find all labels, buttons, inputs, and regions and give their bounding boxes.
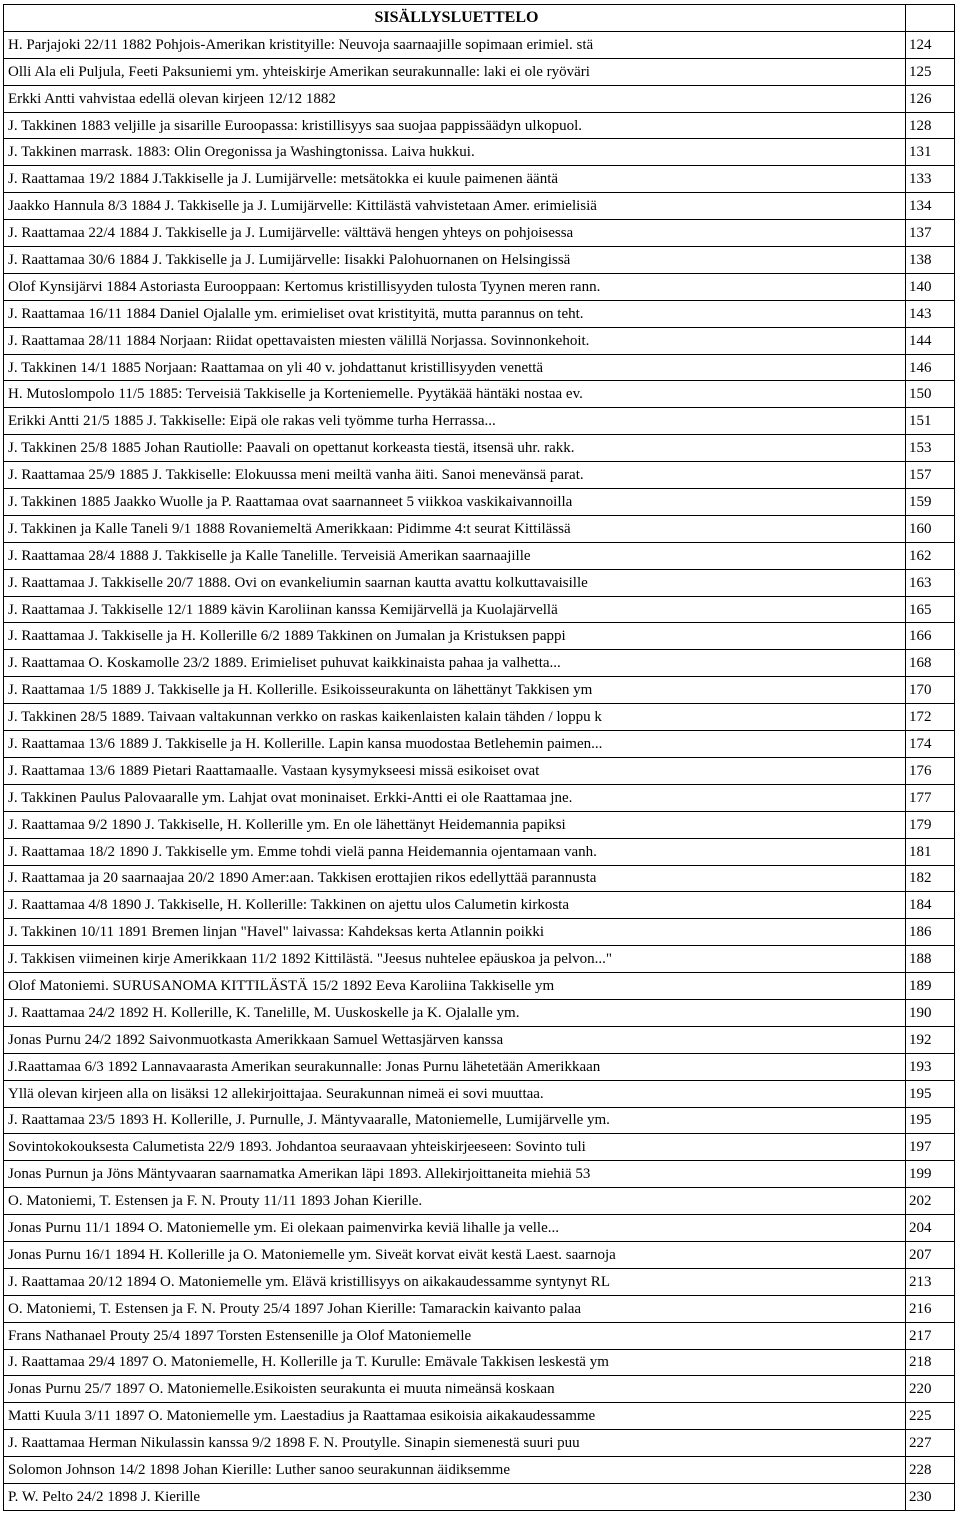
table-of-contents	[3, 4, 955, 1511]
entry-description: J. Raattamaa ja 20 saarnaajaa 20/2 1890 Amer:aan. Takkisen erottajien rikos edellyttää parannusta	[4, 865, 906, 892]
entry-page-number: 195	[906, 1080, 955, 1107]
table-row	[4, 435, 955, 462]
entry-description: J. Raattamaa 22/4 1884 J. Takkiselle ja J. Lumijärvelle: välttävä hengen yhteys on pohjoisessa	[4, 220, 906, 247]
entry-description: J. Raattamaa J. Takkiselle 12/1 1889 kävin Karoliinan kanssa Kemijärvellä ja Kuolajärvellä	[4, 596, 906, 623]
entry-page-number: 157	[906, 462, 955, 489]
table-row	[4, 919, 955, 946]
entry-page-number: 146	[906, 354, 955, 381]
entry-page-number: 124	[906, 31, 955, 58]
table-row	[4, 489, 955, 516]
entry-page-number: 176	[906, 757, 955, 784]
table-row	[4, 596, 955, 623]
entry-page-number: 184	[906, 892, 955, 919]
table-row	[4, 1376, 955, 1403]
entry-description: Jonas Purnu 16/1 1894 H. Kollerille ja O. Matoniemelle ym. Siveät korvat eivät kestä Laest. saarnoja	[4, 1241, 906, 1268]
entry-description: J. Raattamaa 4/8 1890 J. Takkiselle, H. Kollerille: Takkinen on ajettu ulos Calumetin kirkosta	[4, 892, 906, 919]
entry-description: Erkki Antti vahvistaa edellä olevan kirjeen 12/12 1882	[4, 85, 906, 112]
table-row	[4, 166, 955, 193]
entry-description: Olli Ala eli Puljula, Feeti Paksuniemi ym. yhteiskirje Amerikan seurakunnalle: laki ei ole ryöväri	[4, 58, 906, 85]
entry-page-number: 131	[906, 139, 955, 166]
entry-page-number: 182	[906, 865, 955, 892]
entry-page-number: 153	[906, 435, 955, 462]
table-row	[4, 892, 955, 919]
entry-page-number: 193	[906, 1053, 955, 1080]
table-row	[4, 1134, 955, 1161]
table-row	[4, 515, 955, 542]
entry-description: J. Takkinen 28/5 1889. Taivaan valtakunnan verkko on raskas kaikenlaisten kalain tähden / loppu k	[4, 704, 906, 731]
entry-description: J. Takkinen 10/11 1891 Bremen linjan "Havel" laivassa: Kahdeksas kerta Atlannin poikki	[4, 919, 906, 946]
table-row	[4, 1483, 955, 1510]
entry-page-number: 217	[906, 1322, 955, 1349]
table-row	[4, 973, 955, 1000]
entry-description: J. Raattamaa 23/5 1893 H. Kollerille, J. Purnulle, J. Mäntyvaaralle, Matoniemelle, Lumijärvelle ym.	[4, 1107, 906, 1134]
table-row	[4, 1026, 955, 1053]
entry-description: Frans Nathanael Prouty 25/4 1897 Torsten Estensenille ja Olof Matoniemelle	[4, 1322, 906, 1349]
entry-page-number: 126	[906, 85, 955, 112]
entry-description: P. W. Pelto 24/2 1898 J. Kierille	[4, 1483, 906, 1510]
table-row	[4, 1161, 955, 1188]
entry-description: J. Raattamaa Herman Nikulassin kanssa 9/2 1898 F. N. Proutylle. Sinapin siemenestä suuri puu	[4, 1430, 906, 1457]
entry-description: H. Parjajoki 22/11 1882 Pohjois-Amerikan kristityille: Neuvoja saarnaajille sopimaan erimiel. stä	[4, 31, 906, 58]
table-row	[4, 247, 955, 274]
header-page-cell	[906, 5, 955, 32]
entry-page-number: 163	[906, 569, 955, 596]
contents-title: SISÄLLYSLUETTELO	[4, 5, 906, 32]
entry-page-number: 199	[906, 1161, 955, 1188]
entry-page-number: 165	[906, 596, 955, 623]
table-row	[4, 354, 955, 381]
entry-description: Olof Matoniemi. SURUSANOMA KITTILÄSTÄ 15/2 1892 Eeva Karoliina Takkiselle ym	[4, 973, 906, 1000]
table-row	[4, 1268, 955, 1295]
entry-description: Olof Kynsijärvi 1884 Astoriasta Eurooppaan: Kertomus kristillisyyden tulosta Tyynen meren rann.	[4, 273, 906, 300]
table-row	[4, 784, 955, 811]
entry-description: Erikki Antti 21/5 1885 J. Takkiselle: Eipä ole rakas veli työmme turha Herrassa...	[4, 408, 906, 435]
entry-page-number: 128	[906, 112, 955, 139]
entry-description: Yllä olevan kirjeen alla on lisäksi 12 allekirjoittajaa. Seurakunnan nimeä ei sovi muuttaa.	[4, 1080, 906, 1107]
entry-page-number: 195	[906, 1107, 955, 1134]
table-row	[4, 1295, 955, 1322]
entry-description: Jonas Purnu 24/2 1892 Saivonmuotkasta Amerikkaan Samuel Wettasjärven kanssa	[4, 1026, 906, 1053]
entry-description: J. Takkinen marrask. 1883: Olin Oregonissa ja Washingtonissa. Laiva hukkui.	[4, 139, 906, 166]
entry-page-number: 202	[906, 1188, 955, 1215]
entry-description: J. Raattamaa 19/2 1884 J.Takkiselle ja J. Lumijärvelle: metsätokka ei kuule paimenen ääntä	[4, 166, 906, 193]
entry-page-number: 189	[906, 973, 955, 1000]
entry-page-number: 144	[906, 327, 955, 354]
entry-page-number: 188	[906, 946, 955, 973]
table-row	[4, 462, 955, 489]
entry-page-number: 179	[906, 811, 955, 838]
table-row	[4, 999, 955, 1026]
table-row	[4, 1053, 955, 1080]
entry-page-number: 160	[906, 515, 955, 542]
table-row	[4, 31, 955, 58]
entry-description: J. Takkinen 25/8 1885 Johan Rautiolle: Paavali on opettanut korkeasta tiestä, itsensä uhr. rakk.	[4, 435, 906, 462]
entry-description: Solomon Johnson 14/2 1898 Johan Kierille: Luther sanoo seurakunnan äidiksemme	[4, 1457, 906, 1484]
entry-page-number: 186	[906, 919, 955, 946]
entry-page-number: 230	[906, 1483, 955, 1510]
entry-description: Jonas Purnun ja Jöns Mäntyvaaran saarnamatka Amerikan läpi 1893. Allekirjoittaneita miehiä 53	[4, 1161, 906, 1188]
table-row	[4, 327, 955, 354]
table-row	[4, 946, 955, 973]
entry-page-number: 174	[906, 731, 955, 758]
entry-page-number: 151	[906, 408, 955, 435]
toc-body	[4, 31, 955, 1510]
table-row	[4, 1188, 955, 1215]
entry-description: Jonas Purnu 25/7 1897 O. Matoniemelle.Esikoisten seurakunta ei muuta nimeänsä koskaan	[4, 1376, 906, 1403]
entry-description: J. Takkisen viimeinen kirje Amerikkaan 11/2 1892 Kittilästä. "Jeesus nuhtelee epäuskoa ja pelvon..."	[4, 946, 906, 973]
entry-page-number: 197	[906, 1134, 955, 1161]
entry-page-number: 133	[906, 166, 955, 193]
table-row	[4, 273, 955, 300]
entry-description: J. Raattamaa 9/2 1890 J. Takkiselle, H. Kollerille ym. En ole lähettänyt Heidemannia papiksi	[4, 811, 906, 838]
table-row	[4, 704, 955, 731]
table-row	[4, 569, 955, 596]
entry-page-number: 143	[906, 300, 955, 327]
table-row	[4, 193, 955, 220]
table-row	[4, 731, 955, 758]
entry-page-number: 220	[906, 1376, 955, 1403]
entry-description: J. Raattamaa 20/12 1894 O. Matoniemelle ym. Elävä kristillisyys on aikakaudessamme syntynyt RL	[4, 1268, 906, 1295]
table-row	[4, 757, 955, 784]
table-row	[4, 1457, 955, 1484]
entry-page-number: 216	[906, 1295, 955, 1322]
entry-description: O. Matoniemi, T. Estensen ja F. N. Prouty 25/4 1897 Johan Kierille: Tamarackin kaivanto palaa	[4, 1295, 906, 1322]
table-row	[4, 300, 955, 327]
table-row	[4, 542, 955, 569]
entry-page-number: 213	[906, 1268, 955, 1295]
table-row	[4, 838, 955, 865]
entry-page-number: 168	[906, 650, 955, 677]
table-row	[4, 1107, 955, 1134]
entry-page-number: 192	[906, 1026, 955, 1053]
entry-description: Jonas Purnu 11/1 1894 O. Matoniemelle ym. Ei olekaan paimenvirka keviä lihalle ja velle...	[4, 1215, 906, 1242]
entry-page-number: 150	[906, 381, 955, 408]
entry-description: J. Raattamaa 13/6 1889 J. Takkiselle ja H. Kollerille. Lapin kansa muodostaa Betlehemin paimen...	[4, 731, 906, 758]
entry-description: J. Takkinen ja Kalle Taneli 9/1 1888 Rovaniemeltä Amerikkaan: Pidimme 4:t seurat Kittilässä	[4, 515, 906, 542]
table-row	[4, 1430, 955, 1457]
table-row	[4, 1403, 955, 1430]
entry-description: O. Matoniemi, T. Estensen ja F. N. Prouty 11/11 1893 Johan Kierille.	[4, 1188, 906, 1215]
table-row	[4, 1080, 955, 1107]
entry-page-number: 181	[906, 838, 955, 865]
entry-description: J. Takkinen 1883 veljille ja sisarille Euroopassa: kristillisyys saa suojaa pappissäädyn ulkopuol.	[4, 112, 906, 139]
entry-description: Matti Kuula 3/11 1897 O. Matoniemelle ym. Laestadius ja Raattamaa esikoisia aikakaudessamme	[4, 1403, 906, 1430]
entry-description: J. Takkinen 1885 Jaakko Wuolle ja P. Raattamaa ovat saarnanneet 5 viikkoa vaskikaivannoilla	[4, 489, 906, 516]
table-row	[4, 623, 955, 650]
table-row	[4, 58, 955, 85]
table-row	[4, 1215, 955, 1242]
table-row	[4, 408, 955, 435]
table-row	[4, 381, 955, 408]
entry-page-number: 177	[906, 784, 955, 811]
entry-description: J. Raattamaa 28/4 1888 J. Takkiselle ja Kalle Tanelille. Terveisiä Amerikan saarnaajille	[4, 542, 906, 569]
entry-page-number: 125	[906, 58, 955, 85]
entry-page-number: 137	[906, 220, 955, 247]
entry-description: J.Raattamaa 6/3 1892 Lannavaarasta Amerikan seurakunnalle: Jonas Purnu lähetetään Amerikkaan	[4, 1053, 906, 1080]
entry-description: Jaakko Hannula 8/3 1884 J. Takkiselle ja J. Lumijärvelle: Kittilästä vahvistetaan Amer. erimielisiä	[4, 193, 906, 220]
entry-description: J. Raattamaa J. Takkiselle ja H. Kollerille 6/2 1889 Takkinen on Jumalan ja Kristuksen pappi	[4, 623, 906, 650]
entry-description: J. Raattamaa 16/11 1884 Daniel Ojalalle ym. erimieliset ovat kristityitä, mutta parannus on teht.	[4, 300, 906, 327]
entry-page-number: 228	[906, 1457, 955, 1484]
entry-description: J. Takkinen 14/1 1885 Norjaan: Raattamaa on yli 40 v. johdattanut kristillisyyden venettä	[4, 354, 906, 381]
table-row	[4, 220, 955, 247]
table-row	[4, 85, 955, 112]
entry-page-number: 159	[906, 489, 955, 516]
entry-page-number: 162	[906, 542, 955, 569]
table-row	[4, 650, 955, 677]
entry-description: J. Raattamaa 13/6 1889 Pietari Raattamaalle. Vastaan kysymykseesi missä esikoiset ovat	[4, 757, 906, 784]
table-row	[4, 811, 955, 838]
entry-page-number: 225	[906, 1403, 955, 1430]
entry-description: J. Raattamaa J. Takkiselle 20/7 1888. Ovi on evankeliumin saarnan kautta avattu kolkuttavaisille	[4, 569, 906, 596]
entry-page-number: 140	[906, 273, 955, 300]
table-row	[4, 112, 955, 139]
entry-description: J. Raattamaa 28/11 1884 Norjaan: Riidat opettavaisten miesten välillä Norjassa. Sovinnonkehoit.	[4, 327, 906, 354]
entry-description: J. Raattamaa O. Koskamolle 23/2 1889. Erimieliset puhuvat kaikkinaista pahaa ja valhetta...	[4, 650, 906, 677]
table-row	[4, 677, 955, 704]
entry-description: J. Raattamaa 25/9 1885 J. Takkiselle: Elokuussa meni meiltä vanha äiti. Sanoi menevänsä parat.	[4, 462, 906, 489]
entry-page-number: 170	[906, 677, 955, 704]
entry-page-number: 207	[906, 1241, 955, 1268]
entry-page-number: 227	[906, 1430, 955, 1457]
entry-description: J. Raattamaa 29/4 1897 O. Matoniemelle, H. Kollerille ja T. Kurulle: Emävale Takkisen leskestä ym	[4, 1349, 906, 1376]
entry-description: J. Takkinen Paulus Palovaaralle ym. Lahjat ovat moninaiset. Erkki-Antti ei ole Raattamaa jne.	[4, 784, 906, 811]
entry-page-number: 204	[906, 1215, 955, 1242]
entry-page-number: 166	[906, 623, 955, 650]
table-row	[4, 1322, 955, 1349]
entry-page-number: 138	[906, 247, 955, 274]
entry-page-number: 134	[906, 193, 955, 220]
header-row	[4, 5, 955, 32]
table-row	[4, 1349, 955, 1376]
table-row	[4, 865, 955, 892]
table-row	[4, 1241, 955, 1268]
entry-page-number: 218	[906, 1349, 955, 1376]
entry-description: Sovintokokouksesta Calumetista 22/9 1893. Johdantoa seuraavaan yhteiskirjeeseen: Sovinto tuli	[4, 1134, 906, 1161]
entry-description: J. Raattamaa 30/6 1884 J. Takkiselle ja J. Lumijärvelle: Iisakki Palohuornanen on Helsingissä	[4, 247, 906, 274]
entry-description: J. Raattamaa 18/2 1890 J. Takkiselle ym. Emme tohdi vielä panna Heidemannia ojentamaan vanh.	[4, 838, 906, 865]
entry-description: H. Mutoslompolo 11/5 1885: Terveisiä Takkiselle ja Korteniemelle. Pyytäkää häntäki nostaa ev.	[4, 381, 906, 408]
entry-page-number: 172	[906, 704, 955, 731]
entry-page-number: 190	[906, 999, 955, 1026]
entry-description: J. Raattamaa 24/2 1892 H. Kollerille, K. Tanelille, M. Uuskoskelle ja K. Ojalalle ym.	[4, 999, 906, 1026]
table-row	[4, 139, 955, 166]
entry-description: J. Raattamaa 1/5 1889 J. Takkiselle ja H. Kollerille. Esikoisseurakunta on lähettänyt Takkisen ym	[4, 677, 906, 704]
